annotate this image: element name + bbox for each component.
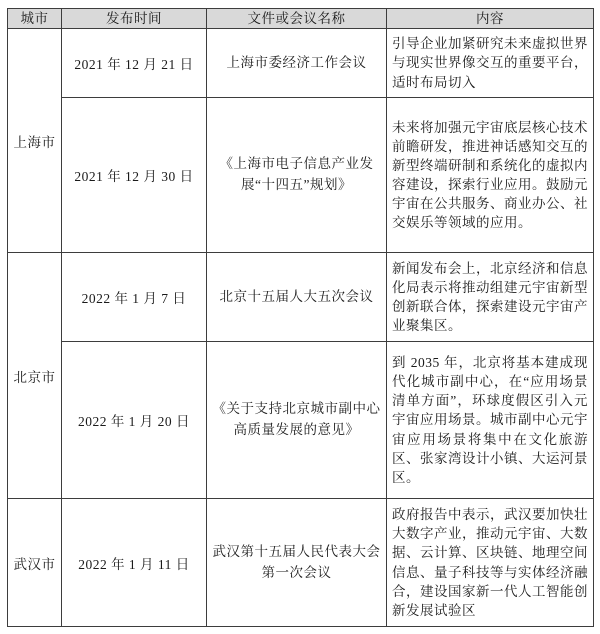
table-row (8, 98, 594, 253)
date-cell: 2021 年 12 月 21 日 (62, 29, 207, 98)
date-cell: 2022 年 1 月 20 日 (62, 342, 207, 499)
date-cell: 2022 年 1 月 7 日 (62, 253, 207, 342)
table-row (8, 29, 594, 98)
date-cell: 2021 年 12 月 30 日 (62, 98, 207, 253)
content-cell: 到 2035 年，北京将基本建成现代化城市副中心，在“应用场景清单方面”，环球度假区引入元宇宙应用场景。城市副中心元宇宙应用场景将集中在文化旅游区、张家湾设计小镇、大运河景区。 (387, 342, 594, 499)
header-content: 内容 (387, 9, 594, 29)
table-row (8, 499, 594, 627)
doc-name-cell: 《关于支持北京城市副中心高质量发展的意见》 (207, 342, 387, 499)
city-cell-beijing: 北京市 (8, 253, 62, 499)
table-row (8, 253, 594, 342)
content-cell: 政府报告中表示，武汉要加快壮大数字产业，推动元宇宙、大数据、云计算、区块链、地理空间信息、量子科技等与实体经济融合，建设国家新一代人工智能创新发展试验区 (387, 499, 594, 627)
content-cell: 引导企业加紧研究未来虚拟世界与现实世界像交互的重要平台，适时布局切入 (387, 29, 594, 98)
date-cell: 2022 年 1 月 11 日 (62, 499, 207, 627)
table-header-row (8, 9, 594, 29)
doc-name-cell: 北京十五届人大五次会议 (207, 253, 387, 342)
header-publish-date: 发布时间 (62, 9, 207, 29)
doc-name-cell: 《上海市电子信息产业发展“十四五”规划》 (207, 98, 387, 253)
table-row (8, 342, 594, 499)
content-cell: 新闻发布会上，北京经济和信息化局表示将推动组建元宇宙新型创新联合体，探索建设元宇宙产业聚集区。 (387, 253, 594, 342)
doc-name-cell: 武汉第十五届人民代表大会第一次会议 (207, 499, 387, 627)
content-cell: 未来将加强元宇宙底层核心技术前瞻研发，推进神话感知交互的新型终端研制和系统化的虚拟内容建设，探索行业应用。鼓励元宇宙在公共服务、商业办公、社交娱乐等领域的应用。 (387, 98, 594, 253)
header-doc-or-meeting-name: 文件或会议名称 (207, 9, 387, 29)
header-city: 城市 (8, 9, 62, 29)
city-cell-wuhan: 武汉市 (8, 499, 62, 627)
city-cell-shanghai: 上海市 (8, 29, 62, 253)
metaverse-policy-table (7, 8, 594, 627)
doc-name-cell: 上海市委经济工作会议 (207, 29, 387, 98)
